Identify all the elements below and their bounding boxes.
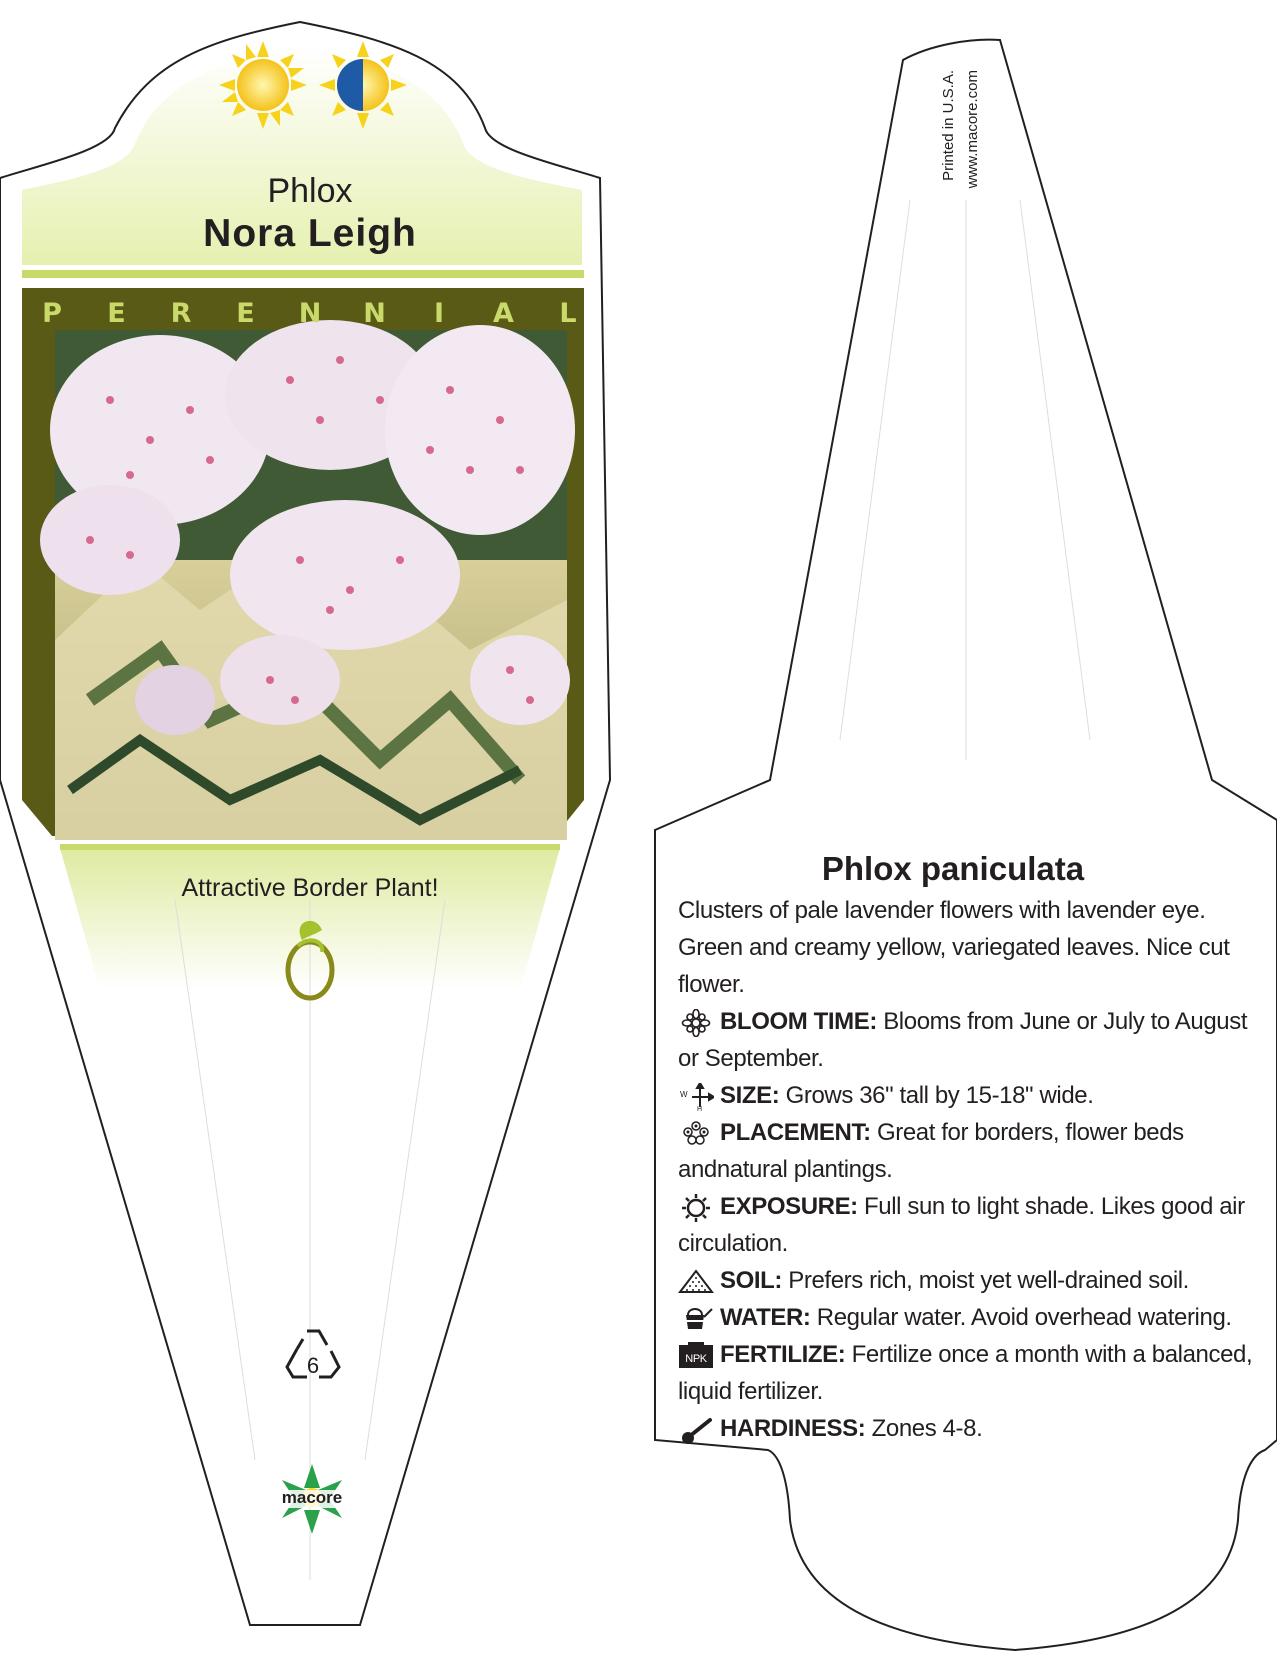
spec-text: Zones 4-8. [871,1415,983,1442]
cultivar-name: Nora Leigh [203,212,417,255]
category-letter: E [236,298,255,329]
npk-icon [678,1342,714,1370]
spec-label: SIZE: [720,1082,780,1109]
spec-soil [678,1262,1258,1299]
spec-water [678,1299,1258,1336]
category-letter: P [42,298,62,329]
full-sun-icon [219,41,307,129]
spec-label: WATER: [720,1304,811,1331]
plant-description: Clusters of pale lavender flowers with lavender eye. Green and creamy yellow, variegated leaves. Nice cut flower. [678,897,1230,998]
category-letter: A [493,298,514,329]
category-label [40,298,580,329]
part-sun-icon [319,41,407,129]
spec-text: Blooms from June or July to August or September. [678,1008,1248,1072]
spec-label: HARDINESS: [720,1415,866,1442]
recycle-code: 6 [306,1353,320,1378]
sun-outline-icon [678,1194,714,1222]
spec-placement [678,1114,1258,1188]
spec-label: FERTILIZE: [720,1341,846,1368]
plant-photo [40,320,575,840]
tagline: Attractive Border Plant! [181,874,439,902]
category-letter: I [433,298,445,329]
spec-text: Grows 36" tall by 15-18" wide. [785,1082,1094,1109]
svg-text:H: H [697,1105,702,1111]
spec-bloom-time [678,1003,1258,1077]
spec-hardiness [678,1410,1258,1447]
spec-label: PLACEMENT: [720,1119,871,1146]
npk-text: NPK [685,1352,707,1365]
brand-name: macore [281,1488,343,1507]
genus-name: Phlox [267,172,353,210]
spec-text: Great for borders, flower beds andnatural plantings. [678,1119,1184,1183]
category-letter: N [298,298,322,329]
flower-icon [678,1009,714,1037]
spec-label: SOIL: [720,1267,782,1294]
website: www.macore.com [964,70,981,189]
spec-size [678,1077,1258,1114]
spec-label: EXPOSURE: [720,1193,858,1220]
species-name: Phlox paniculata [821,850,1085,887]
thermometer-icon [678,1416,714,1444]
spec-text: Fertilize once a month with a balanced, liquid fertilizer. [678,1341,1253,1405]
care-info [678,892,1258,1447]
placement-icon [678,1120,714,1148]
soil-pile-icon [678,1268,714,1296]
spec-exposure [678,1188,1258,1262]
spec-text: Full sun to light shade. Likes good air circulation. [678,1193,1245,1257]
category-letter: N [363,298,386,329]
svg-text:W: W [680,1089,688,1099]
printed-line: Printed in U.S.A. [940,70,957,181]
category-letter: R [170,298,192,329]
print-info [937,70,985,330]
category-letter: L [559,298,577,329]
spec-text: Prefers rich, moist yet well-drained soil. [788,1267,1189,1294]
size-arrows-icon [678,1083,714,1111]
watering-can-icon [678,1305,714,1333]
spec-text: Regular water. Avoid overhead watering. [816,1304,1232,1331]
category-letter: E [107,298,126,329]
spec-label: BLOOM TIME: [720,1008,877,1035]
spec-fertilize [678,1336,1258,1410]
